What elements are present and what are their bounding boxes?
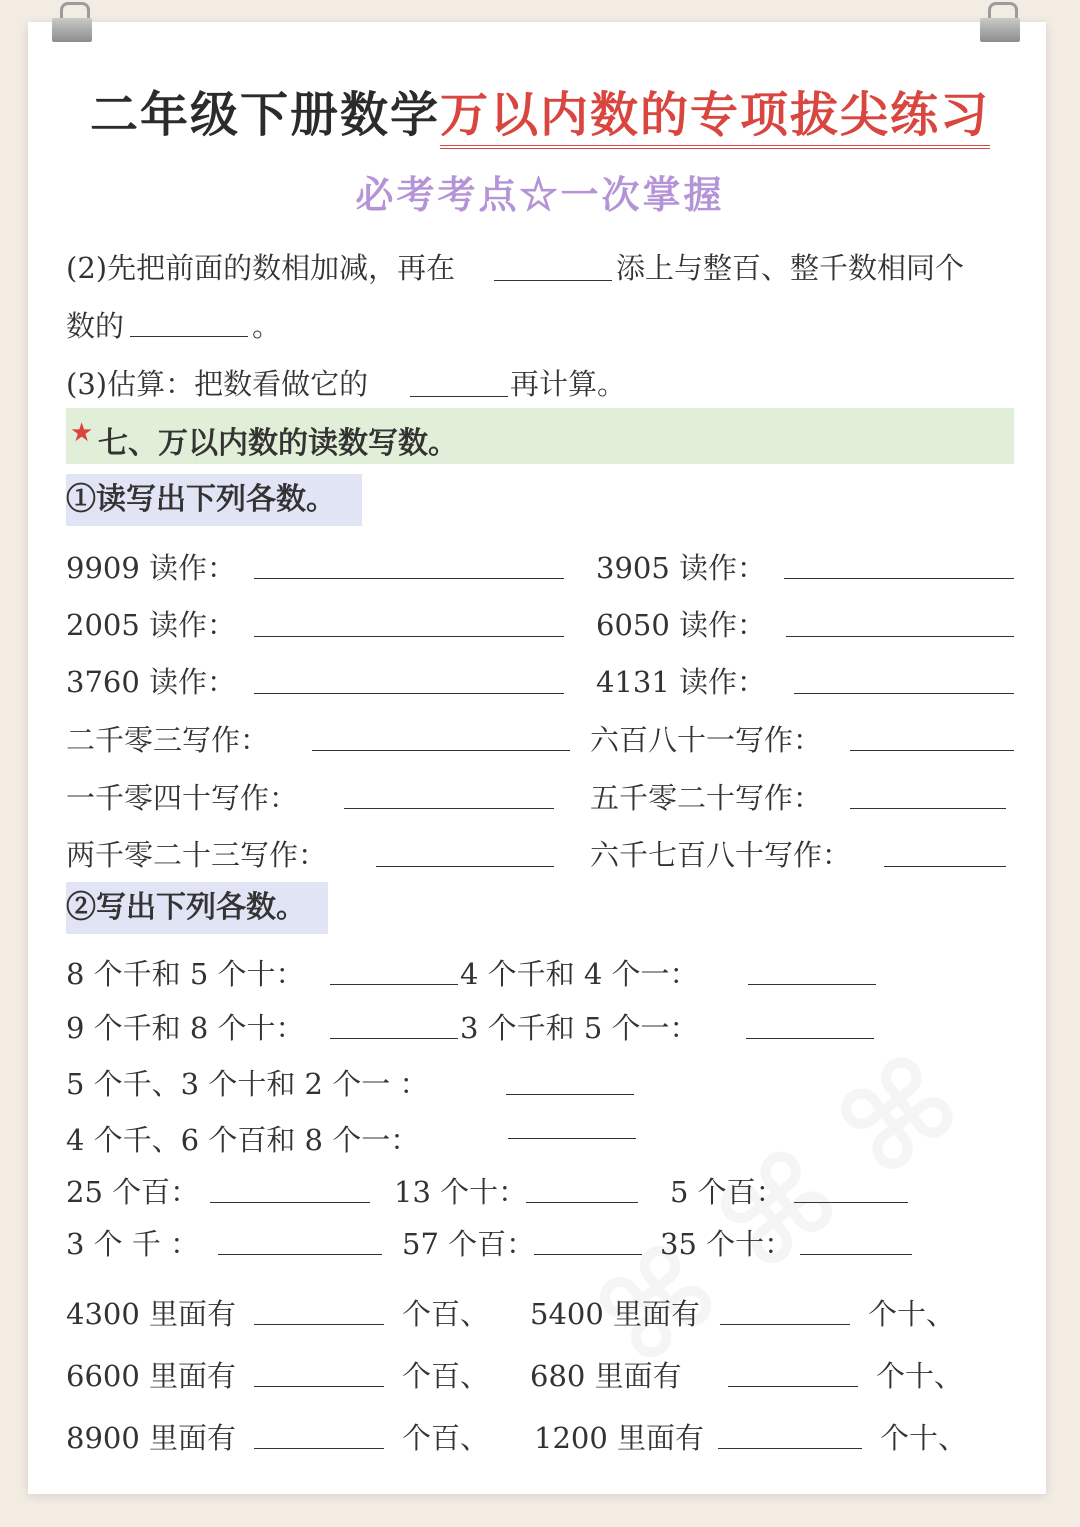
answer-blank[interactable] bbox=[254, 1386, 384, 1387]
answer-blank[interactable] bbox=[254, 636, 564, 637]
question-label: 六千七百八十写作： bbox=[590, 838, 852, 872]
answer-blank[interactable] bbox=[800, 1254, 912, 1255]
answer-blank[interactable] bbox=[254, 1324, 384, 1325]
question-label: 8900 里面有 bbox=[66, 1421, 237, 1455]
question-label: 6050 读作： bbox=[596, 608, 767, 642]
question-label: 5 个百： bbox=[670, 1175, 785, 1209]
binder-clip-icon bbox=[980, 2, 1020, 44]
answer-blank[interactable] bbox=[330, 1038, 458, 1039]
answer-blank[interactable] bbox=[884, 866, 1006, 867]
question-label: 5 个千、3 个十和 2 个一 ： bbox=[66, 1067, 429, 1101]
question-label: 680 里面有 bbox=[530, 1359, 682, 1393]
question-label: 25 个百： bbox=[66, 1175, 200, 1209]
question-label: 4300 里面有 bbox=[66, 1297, 237, 1331]
answer-blank[interactable] bbox=[508, 1138, 636, 1139]
answer-blank[interactable] bbox=[506, 1094, 634, 1095]
question-label: 8 个千和 5 个十： bbox=[66, 957, 305, 991]
answer-blank[interactable] bbox=[794, 1202, 908, 1203]
part2-heading: ②写出下列各数。 bbox=[66, 882, 328, 934]
question-label: 一千零四十写作： bbox=[66, 781, 299, 815]
answer-blank[interactable] bbox=[720, 1324, 850, 1325]
answer-blank[interactable] bbox=[534, 1254, 642, 1255]
question-label: 3760 读作： bbox=[66, 665, 237, 699]
answer-blank[interactable] bbox=[746, 1038, 874, 1039]
unit-label: 个十、 bbox=[868, 1297, 956, 1331]
rule-2-part-a: (2)先把前面的数相加减，再在 bbox=[66, 251, 456, 285]
rule-3-part-a: (3)估算：把数看做它的 bbox=[66, 367, 369, 401]
answer-blank[interactable] bbox=[254, 578, 564, 579]
question-label: 2005 读作： bbox=[66, 608, 237, 642]
page-subtitle: 必考考点☆一次掌握 bbox=[355, 172, 725, 217]
binder-clip-icon bbox=[52, 2, 92, 44]
question-label: 4 个千和 4 个一： bbox=[460, 957, 699, 991]
answer-blank[interactable] bbox=[850, 750, 1014, 751]
answer-blank[interactable] bbox=[794, 693, 1014, 694]
unit-label: 个百、 bbox=[402, 1297, 490, 1331]
answer-blank[interactable] bbox=[312, 750, 570, 751]
section-title: 七、万以内数的读数写数。 bbox=[98, 426, 458, 461]
question-label: 6600 里面有 bbox=[66, 1359, 237, 1393]
question-label: 3905 读作： bbox=[596, 551, 767, 585]
question-label: 13 个十： bbox=[394, 1175, 528, 1209]
answer-blank[interactable] bbox=[748, 984, 876, 985]
page-title bbox=[0, 76, 1080, 145]
answer-blank[interactable] bbox=[218, 1254, 382, 1255]
answer-blank[interactable] bbox=[784, 578, 1014, 579]
unit-label: 个百、 bbox=[402, 1421, 490, 1455]
answer-blank[interactable] bbox=[254, 1448, 384, 1449]
question-label: 57 个百： bbox=[402, 1227, 536, 1261]
question-label: 两千零二十三写作： bbox=[66, 838, 328, 872]
answer-blank[interactable] bbox=[786, 636, 1014, 637]
answer-blank[interactable] bbox=[410, 396, 508, 397]
answer-blank[interactable] bbox=[728, 1386, 858, 1387]
question-label: 35 个十： bbox=[660, 1227, 794, 1261]
answer-blank[interactable] bbox=[254, 693, 564, 694]
question-label: 4131 读作： bbox=[596, 665, 767, 699]
answer-blank[interactable] bbox=[850, 808, 1006, 809]
star-icon: ★ bbox=[70, 418, 94, 448]
answer-blank[interactable] bbox=[494, 280, 612, 281]
answer-blank[interactable] bbox=[344, 808, 554, 809]
title-red: 万以内数的专项拔尖练习 bbox=[440, 87, 990, 149]
question-label: 5400 里面有 bbox=[530, 1297, 701, 1331]
unit-label: 个十、 bbox=[880, 1421, 968, 1455]
answer-blank[interactable] bbox=[376, 866, 554, 867]
part1-heading: ①读写出下列各数。 bbox=[66, 474, 362, 526]
question-label: 五千零二十写作： bbox=[590, 781, 823, 815]
rule-2-part-b: 添上与整百、整千数相同个 bbox=[616, 251, 965, 285]
answer-blank[interactable] bbox=[330, 984, 458, 985]
rule-3-part-b: 再计算。 bbox=[510, 367, 627, 401]
rule-2-part-d: 。 bbox=[252, 309, 282, 343]
answer-blank[interactable] bbox=[718, 1448, 862, 1449]
answer-blank[interactable] bbox=[526, 1202, 638, 1203]
unit-label: 个百、 bbox=[402, 1359, 490, 1393]
question-label: 4 个千、6 个百和 8 个一： bbox=[66, 1123, 420, 1157]
unit-label: 个十、 bbox=[876, 1359, 964, 1393]
answer-blank[interactable] bbox=[210, 1202, 370, 1203]
question-label: 3 个千和 5 个一： bbox=[460, 1011, 699, 1045]
answer-blank[interactable] bbox=[130, 336, 248, 337]
question-label: 9 个千和 8 个十： bbox=[66, 1011, 305, 1045]
title-black: 二年级下册数学 bbox=[89, 87, 440, 143]
question-label: 二千零三写作： bbox=[66, 723, 270, 757]
question-label: 1200 里面有 bbox=[534, 1421, 705, 1455]
question-label: 9909 读作： bbox=[66, 551, 237, 585]
section-banner bbox=[66, 408, 1014, 464]
question-label: 六百八十一写作： bbox=[590, 723, 823, 757]
question-label: 3 个 千 ： bbox=[66, 1227, 200, 1261]
rule-2-part-c: 数的 bbox=[66, 309, 125, 343]
